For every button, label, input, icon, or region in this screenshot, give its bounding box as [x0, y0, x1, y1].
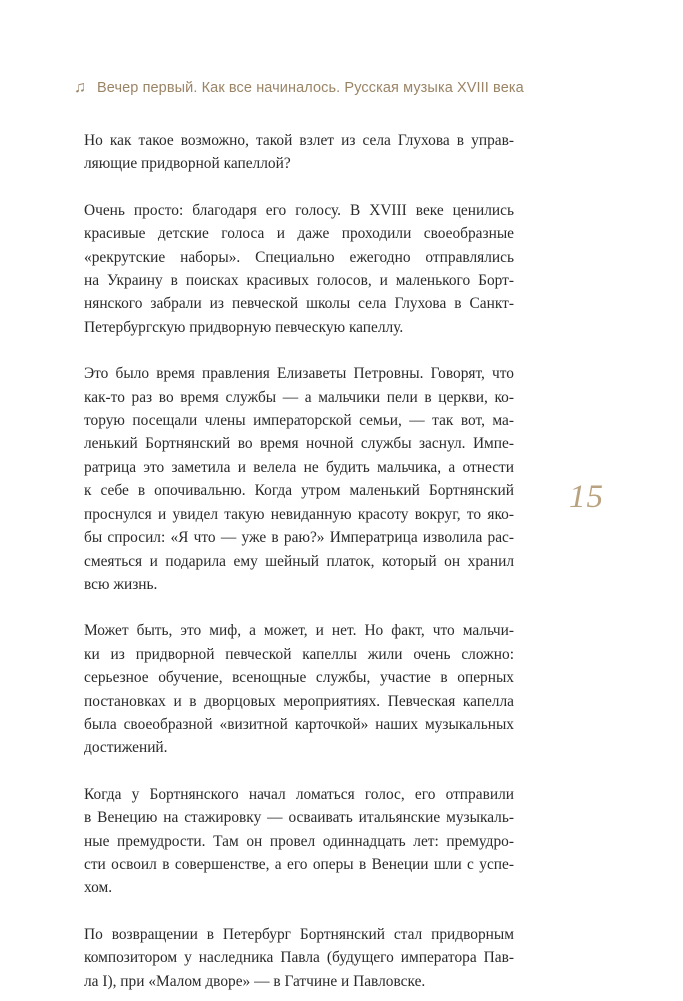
running-header — [74, 80, 524, 96]
text-line: Когда у Бортнянского начал ломаться голос, его отправили — [84, 785, 514, 803]
text-line: всю жизнь. — [84, 575, 158, 593]
text-line: Это было время правления Елизаветы Петровны. Говорят, что — [84, 365, 514, 383]
text-line: на Украину в поисках красивых голосов, и маленького Борт- — [84, 272, 514, 290]
text-line: проснулся и увидел такую невиданную красоту вокруг, то яко- — [84, 505, 514, 523]
paragraph — [84, 923, 514, 993]
text-line: достижений. — [84, 739, 168, 757]
text-line: Петербургскую придворную певческую капеллу. — [84, 318, 404, 336]
paragraph — [84, 199, 514, 339]
text-line: в Венецию на стажировку — осваивать итальянские музыкаль- — [84, 809, 514, 827]
paragraph — [84, 362, 514, 596]
text-line: красивые детские голоса и даже проходили своеобразные — [84, 225, 514, 243]
text-line: нянского забрали из певческой школы села Глухова в Санкт- — [84, 295, 514, 313]
text-line: сти освоил в совершенстве, а его оперы в Венеции шли с успе- — [84, 855, 514, 873]
text-line: бы спросил: «Я что — уже в раю?» Императрица изволила рас- — [84, 529, 514, 547]
text-line: композитором у наследника Павла (будущего императора Пав- — [84, 949, 514, 967]
text-line: Может быть, это миф, а может, и нет. Но факт, что мальчи- — [84, 622, 514, 640]
text-line: ки из придворной певческой капеллы жили очень сложно: — [84, 645, 514, 663]
text-line: ленький Бортнянский во время ночной службы заснул. Импе- — [84, 435, 514, 453]
text-line: ляющие придворной капеллой? — [84, 155, 291, 173]
page-number: 15 — [569, 479, 604, 515]
running-header-title: Вечер первый. Как все начиналось. Русская музыка XVIII века — [97, 80, 524, 96]
text-line: По возвращении в Петербург Бортнянский стал придворным — [84, 925, 514, 943]
text-line: Очень просто: благодаря его голосу. В XVIII веке ценились — [84, 201, 514, 219]
paragraph — [84, 783, 514, 900]
paragraph — [84, 619, 514, 759]
paragraph — [84, 129, 514, 176]
text-line: ратрица это заметила и велела не будить мальчика, а отнести — [84, 458, 514, 476]
text-line: хом. — [84, 879, 113, 897]
text-line: серьезное обучение, всенощные службы, участие в оперных — [84, 669, 514, 687]
text-line: Но как такое возможно, такой взлет из села Глухова в управ- — [84, 132, 514, 149]
text-line: была своеобразной «визитной карточкой» наших музыкальных — [84, 715, 514, 733]
text-line: торую посещали члены императорской семьи, — так вот, ма- — [84, 412, 514, 430]
text-line: ла I), при «Малом дворе» — в Гатчине и Павловске. — [84, 972, 426, 990]
body-text — [84, 129, 514, 993]
music-note-icon: ♫ — [74, 79, 87, 96]
text-line: постановках и в дворцовых мероприятиях. Певческая капелла — [84, 692, 514, 710]
text-line: к себе в опочивальню. Когда утром маленький Бортнянский — [84, 482, 514, 500]
text-line: ные премудрости. Там он провел одиннадцать лет: премудро- — [84, 832, 514, 850]
text-line: «рекрутские наборы». Специально ежегодно отправлялись — [84, 248, 514, 266]
text-line: как-то раз во время службы — а мальчики пели в церкви, ко- — [84, 388, 514, 406]
text-line: смеяться и подарила ему шейный платок, который он хранил — [84, 552, 514, 570]
